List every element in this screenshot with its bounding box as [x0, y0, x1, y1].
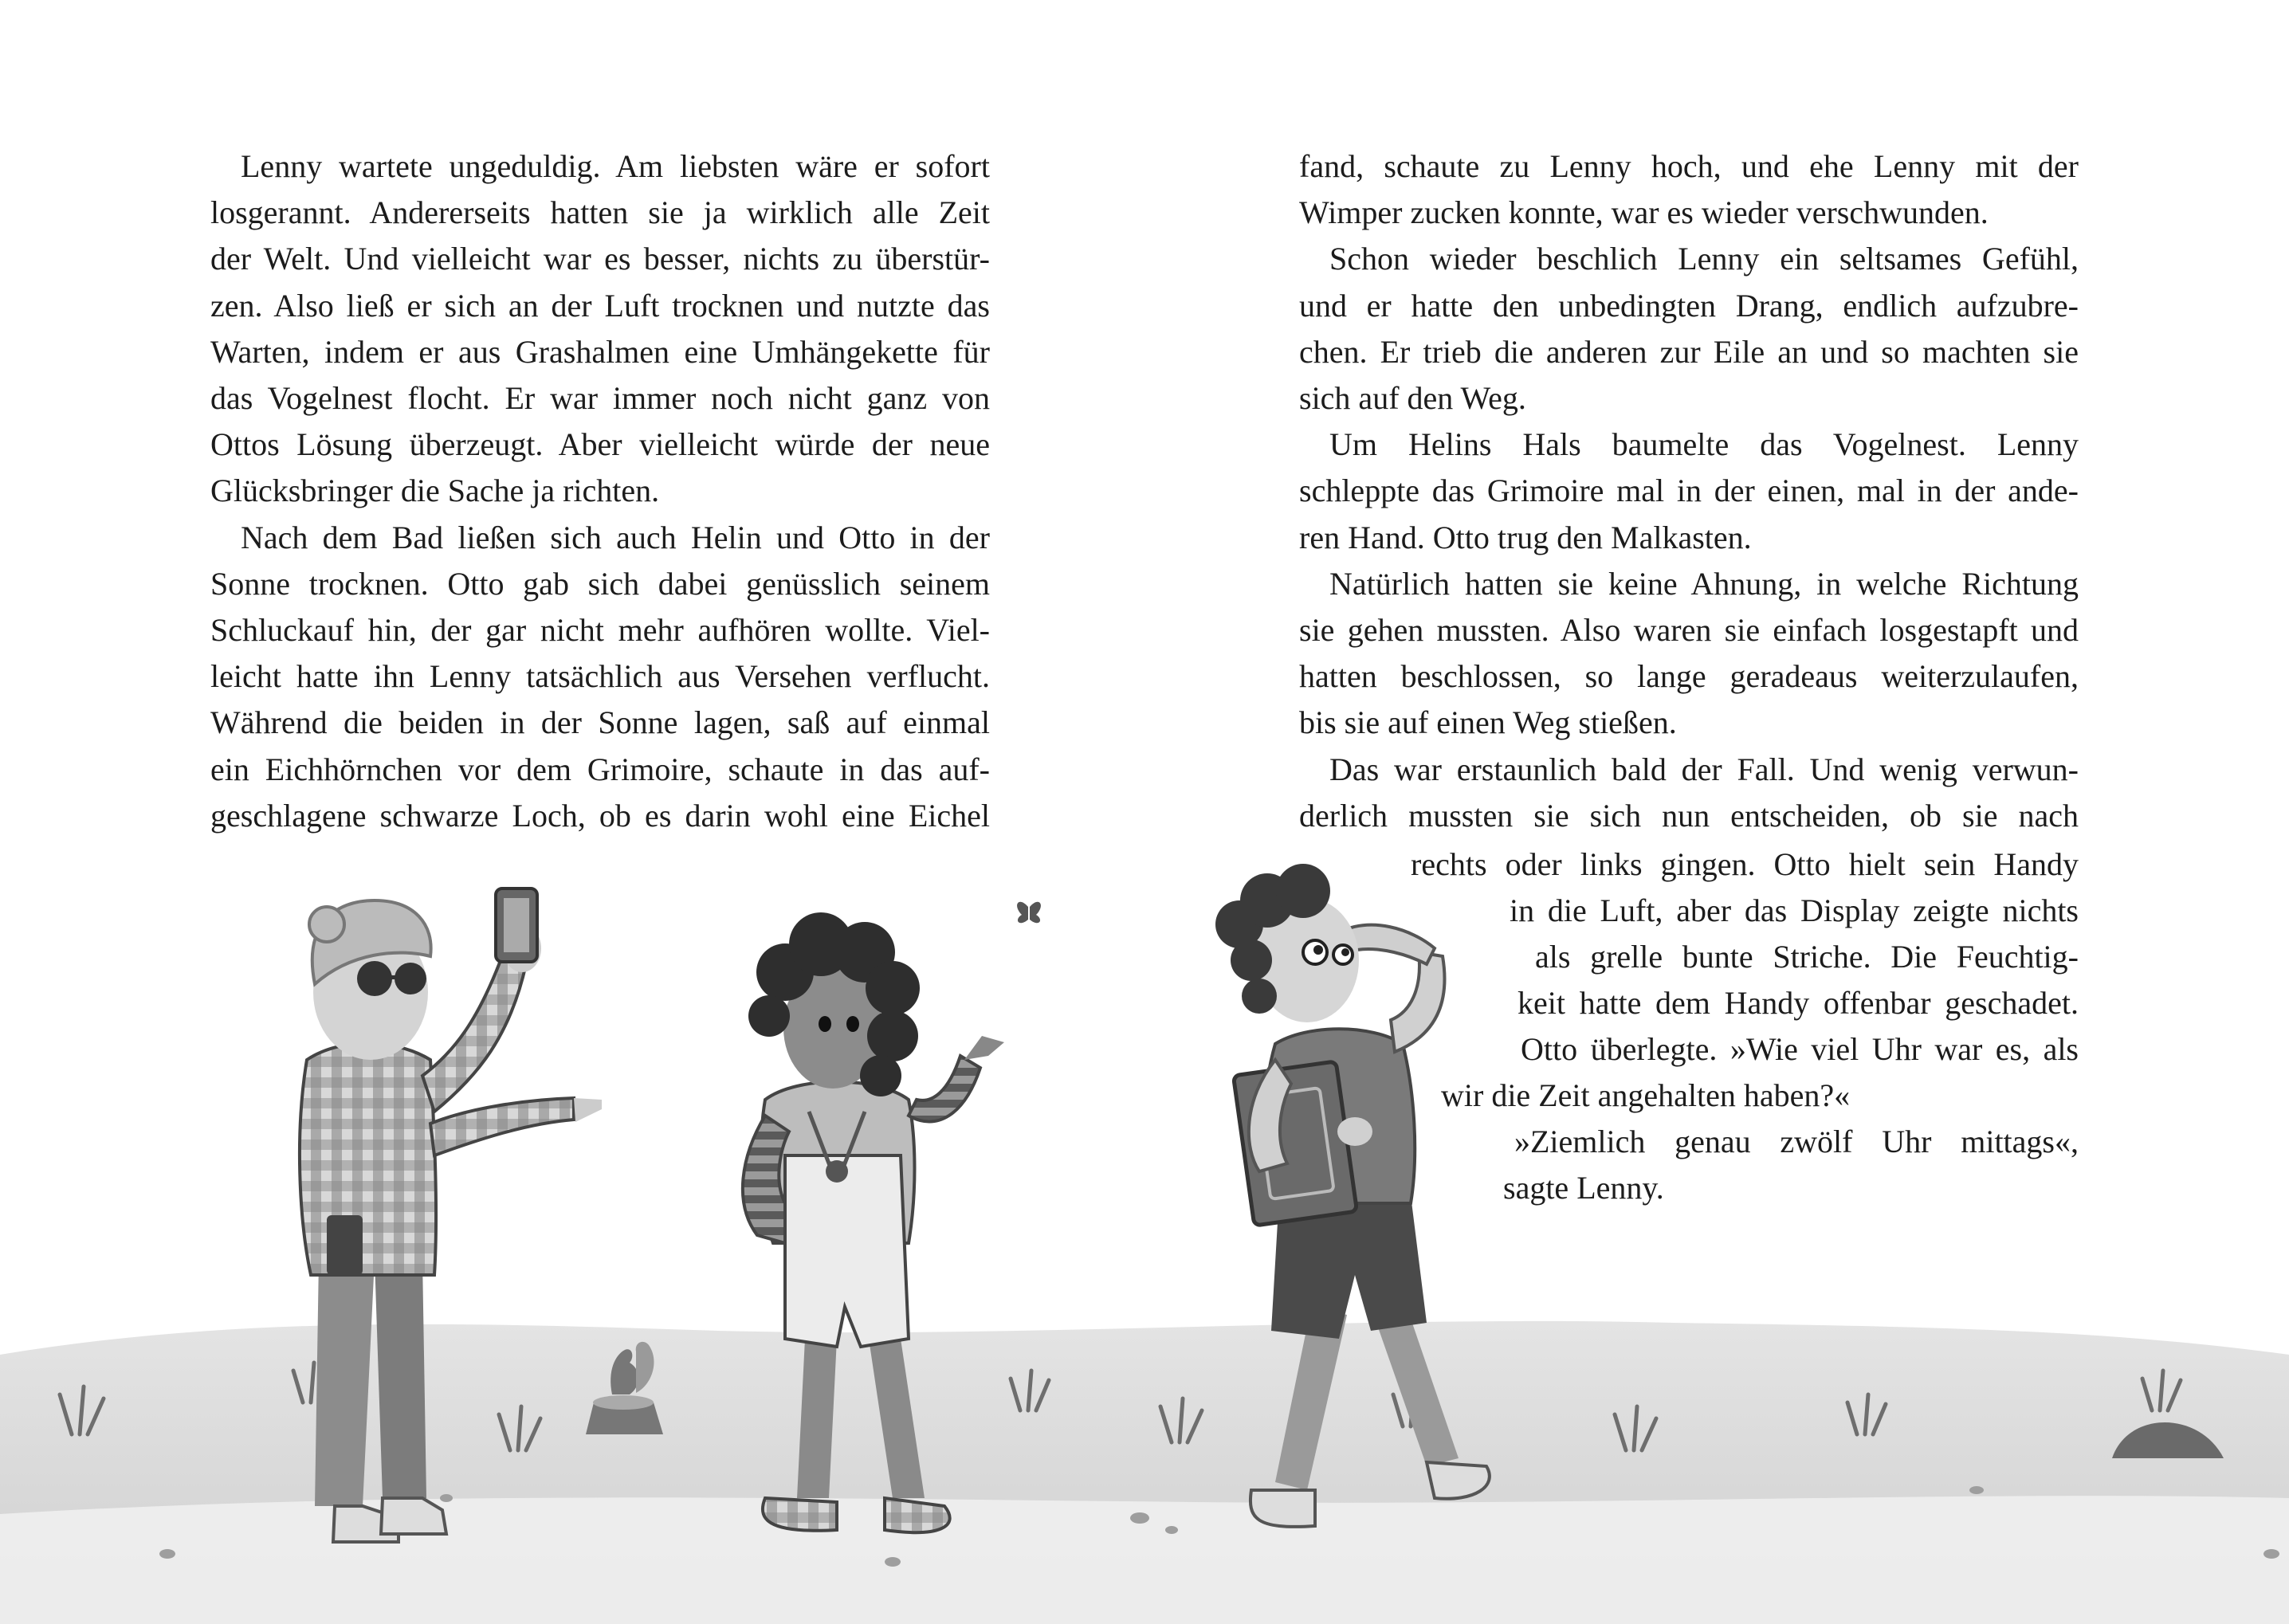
text-line: Sonne trocknen. Otto gab sich dabei genüsslich seinem — [210, 565, 990, 602]
text-line: ein Eichhörnchen vor dem Grimoire, schaute in das auf- — [210, 751, 990, 787]
text-line: Um Helins Hals baumelte das Vogelnest. Lenny — [1329, 426, 2079, 463]
text-line: leicht hatte ihn Lenny tatsächlich aus Versehen verflucht. — [210, 658, 990, 695]
text-line: das Vogelnest flocht. Er war immer noch nicht ganz von — [210, 380, 990, 417]
text-line: bis sie auf einen Weg stießen. — [1299, 704, 1677, 741]
wrap-text-line: wir die Zeit angehalten haben?« — [1441, 1077, 1851, 1113]
text-line: Natürlich hatten sie keine Ahnung, in welche Richtung — [1329, 565, 2079, 602]
wrap-text-line: rechts oder links gingen. Otto hielt sein Handy — [1411, 846, 2079, 882]
text-line: geschlagene schwarze Loch, ob es darin wohl eine Eichel — [210, 797, 990, 834]
text-line: Schluckauf hin, der gar nicht mehr aufhören wollte. Viel- — [210, 612, 990, 649]
text-line: Lenny wartete ungeduldig. Am liebsten wäre er sofort — [241, 148, 990, 184]
text-line: Glücksbringer die Sache ja richten. — [210, 473, 660, 509]
text-line: schleppte das Grimoire mal in der einen, mal in der ande- — [1299, 473, 2079, 509]
text-line: Das war erstaunlich bald der Fall. Und wenig verwun- — [1329, 751, 2079, 787]
text-line: sich auf den Weg. — [1299, 380, 1526, 417]
wrap-text-line: als grelle bunte Striche. Die Feuchtig- — [1535, 939, 2079, 975]
text-line: Ottos Lösung überzeugt. Aber vielleicht würde der neue — [210, 426, 990, 463]
text-line: Schon wieder beschlich Lenny ein seltsames Gefühl, — [1329, 241, 2079, 277]
text-line: chen. Er trieb die anderen zur Eile an und so machten sie — [1299, 333, 2079, 370]
text-line: hatten beschlossen, so lange geradeaus weiterzulaufen, — [1299, 658, 2079, 695]
text-line: Wimper zucken konnte, war es wieder verschwunden. — [1299, 194, 1989, 231]
text-line: Während die beiden in der Sonne lagen, saß auf einmal — [210, 704, 990, 741]
text-line: losgerannt. Andererseits hatten sie ja wirklich alle Zeit — [210, 194, 990, 231]
text-line: und er hatte den unbedingten Drang, endlich aufzubre- — [1299, 287, 2079, 324]
wrap-text-line: sagte Lenny. — [1503, 1170, 1664, 1206]
wrap-text-line: in die Luft, aber das Display zeigte nichts — [1510, 892, 2079, 928]
text-line: ren Hand. Otto trug den Malkasten. — [1299, 519, 1752, 555]
text-line: Warten, indem er aus Grashalmen eine Umhängekette für — [210, 333, 990, 370]
text-line: zen. Also ließ er sich an der Luft trocknen und nutzte das — [210, 287, 990, 324]
text-line: Nach dem Bad ließen sich auch Helin und Otto in der — [241, 519, 990, 555]
wrap-text-line: Otto überlegte. »Wie viel Uhr war es, als — [1521, 1031, 2079, 1067]
wrap-text-line: keit hatte dem Handy offenbar geschadet. — [1517, 985, 2079, 1021]
butterfly — [1017, 902, 1041, 924]
text-line: sie gehen mussten. Also waren sie einfach losgestapft und — [1299, 612, 2079, 649]
text-line: der Welt. Und vielleicht war es besser, nichts zu überstür- — [210, 241, 990, 277]
text-line: derlich mussten sie sich nun entscheiden, ob sie nach — [1299, 797, 2079, 834]
text-line: fand, schaute zu Lenny hoch, und ehe Lenny mit der — [1299, 148, 2079, 184]
wrap-text-line: »Ziemlich genau zwölf Uhr mittags«, — [1514, 1124, 2079, 1159]
